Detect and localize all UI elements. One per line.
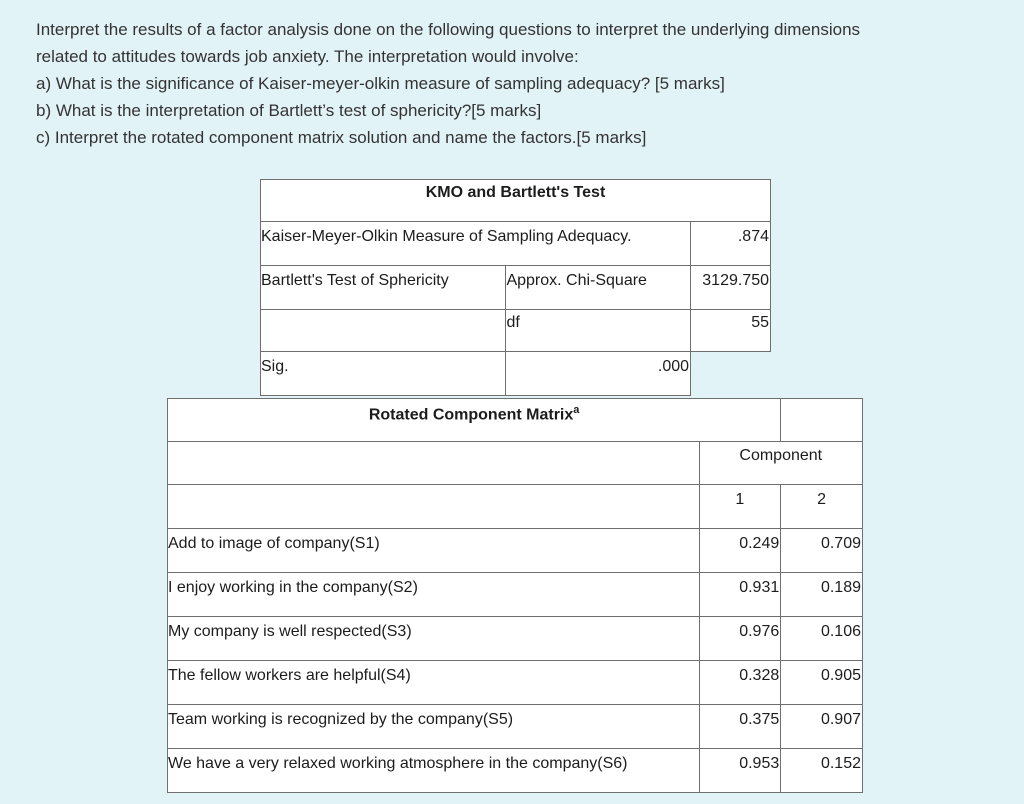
- component-1-value: 0.328: [699, 661, 781, 705]
- table-row: [168, 529, 863, 573]
- chi-square-value: 3129.750: [691, 266, 771, 310]
- component-1-value: 0.953: [699, 749, 781, 793]
- component-header: Component: [699, 442, 862, 485]
- component-2-value: 0.189: [781, 573, 863, 617]
- component-1-header: 1: [699, 485, 781, 529]
- table-row: [168, 749, 863, 793]
- row-label: Add to image of company(S1): [168, 529, 700, 573]
- empty-cell: [691, 352, 771, 396]
- question-line-2: related to attitudes towards job anxiety. The interpretation would involve:: [36, 47, 579, 66]
- sig-value: .000: [506, 352, 691, 396]
- row-label: Team working is recognized by the company(S5): [168, 705, 700, 749]
- component-2-value: 0.905: [781, 661, 863, 705]
- component-2-value: 0.152: [781, 749, 863, 793]
- df-label: df: [506, 310, 691, 352]
- component-2-value: 0.106: [781, 617, 863, 661]
- blank-cell: [168, 442, 700, 485]
- question-item-c: c) Interpret the rotated component matrix solution and name the factors.[5 marks]: [36, 128, 647, 147]
- matrix-title-text: Rotated Component Matrix: [368, 406, 574, 424]
- row-label: My company is well respected(S3): [168, 617, 700, 661]
- question-line-1: Interpret the results of a factor analysis done on the following questions to interpret the underlying dimensions: [36, 20, 861, 39]
- blank-cell: [781, 399, 863, 442]
- table-row: [168, 617, 863, 661]
- blank-cell: [261, 310, 506, 352]
- table-row: [168, 573, 863, 617]
- component-1-value: 0.931: [699, 573, 781, 617]
- component-2-value: 0.907: [781, 705, 863, 749]
- question-item-b: b) What is the interpretation of Bartlett’s test of sphericity?[5 marks]: [36, 101, 542, 120]
- table-row: [168, 661, 863, 705]
- kmo-measure-value: .874: [691, 222, 771, 266]
- kmo-bartlett-table: [260, 179, 771, 396]
- chi-square-label: Approx. Chi-Square: [506, 266, 691, 310]
- component-1-value: 0.249: [699, 529, 781, 573]
- table-row: [168, 705, 863, 749]
- component-1-value: 0.375: [699, 705, 781, 749]
- component-1-value: 0.976: [699, 617, 781, 661]
- row-label: The fellow workers are helpful(S4): [168, 661, 700, 705]
- component-2-value: 0.709: [781, 529, 863, 573]
- matrix-title: [168, 399, 781, 442]
- question-item-a: a) What is the significance of Kaiser-meyer-olkin measure of sampling adequacy? [5 marks]: [36, 74, 725, 93]
- df-value: 55: [691, 310, 771, 352]
- component-2-header: 2: [781, 485, 863, 529]
- row-label: We have a very relaxed working atmosphere in the company(S6): [168, 749, 700, 793]
- bartlett-test-label: Bartlett's Test of Sphericity: [261, 266, 506, 310]
- question-text: [36, 16, 996, 151]
- kmo-measure-label: Kaiser-Meyer-Olkin Measure of Sampling Adequacy.: [261, 222, 691, 266]
- matrix-title-footnote: a: [573, 404, 580, 416]
- rotated-component-matrix: [167, 398, 863, 793]
- blank-cell: [168, 485, 700, 529]
- row-label: I enjoy working in the company(S2): [168, 573, 700, 617]
- kmo-table-title: KMO and Bartlett's Test: [261, 180, 771, 222]
- sig-label: Sig.: [261, 352, 506, 396]
